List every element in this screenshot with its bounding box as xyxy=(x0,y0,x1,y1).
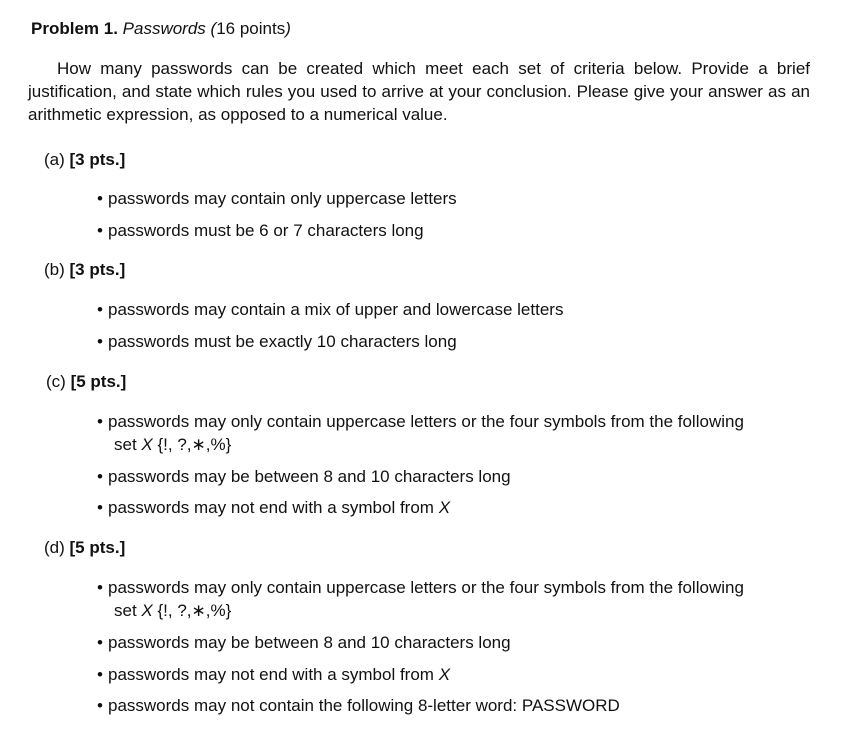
part-b-bullet-1 xyxy=(97,298,809,321)
part-a-points: [3 pts.] xyxy=(69,150,126,169)
part-a-bullet-1 xyxy=(97,187,809,210)
part-d-bullet-3 xyxy=(97,663,809,686)
bullet-icon: • xyxy=(97,300,103,319)
bullet-icon: • xyxy=(97,578,103,597)
bullet-text: passwords must be exactly 10 characters long xyxy=(108,332,457,351)
set-members: {!, ?,∗,%} xyxy=(152,601,232,620)
part-c-bullet-2 xyxy=(97,465,809,488)
part-a-bullet-2 xyxy=(97,219,809,242)
problem-title xyxy=(31,18,291,40)
set-members: {!, ?,∗,%} xyxy=(152,435,232,454)
symbol-set-line xyxy=(114,433,809,456)
bullet-icon: • xyxy=(97,467,103,486)
part-d-heading xyxy=(44,537,125,559)
problem-intro: How many passwords can be created which meet each set of criteria below. Provide a brief justification, and state which rules you used to arrive at your conclusion. Please give your answer as an arithmetic expression, as opposed to a numerical value. xyxy=(28,59,810,124)
bullet-text: passwords may only contain uppercase letters or the four symbols from the following xyxy=(108,412,744,431)
bullet-icon: • xyxy=(97,665,103,684)
part-d-bullet-2 xyxy=(97,631,809,654)
bullet-text: passwords may only contain uppercase letters or the four symbols from the following xyxy=(108,578,744,597)
bullet-text: passwords may not contain the following 8-letter word: PASSWORD xyxy=(108,696,620,715)
bullet-text: passwords may be between 8 and 10 characters long xyxy=(108,467,511,486)
set-prefix: set xyxy=(114,435,142,454)
part-c-bullet-1 xyxy=(97,410,809,456)
bullet-icon: • xyxy=(97,412,103,431)
bullet-text: passwords may contain only uppercase letters xyxy=(108,189,457,208)
set-prefix: set xyxy=(114,601,142,620)
bullet-icon: • xyxy=(97,221,103,240)
set-name: X xyxy=(438,498,451,517)
part-b-points: [3 pts.] xyxy=(69,260,126,279)
end-rule-text: passwords may not end with a symbol from xyxy=(108,665,439,684)
part-a-label: (a) xyxy=(44,150,65,169)
part-c-heading xyxy=(46,371,126,393)
set-name: X xyxy=(438,665,451,684)
part-c-bullet-3 xyxy=(97,496,809,519)
part-d-bullet-4 xyxy=(97,694,809,717)
bullet-text xyxy=(108,663,809,686)
bullet-text: passwords may be between 8 and 10 characters long xyxy=(108,633,511,652)
problem-points: 16 points xyxy=(216,19,286,38)
bullet-text: passwords must be 6 or 7 characters long xyxy=(108,221,424,240)
bullet-text xyxy=(108,496,809,519)
points-close-paren: ) xyxy=(285,19,291,38)
set-name: X xyxy=(141,601,153,620)
bullet-text: passwords may contain a mix of upper and lowercase letters xyxy=(108,300,564,319)
part-b-label: (b) xyxy=(44,260,65,279)
end-rule-text: passwords may not end with a symbol from xyxy=(108,498,439,517)
bullet-icon: • xyxy=(97,633,103,652)
bullet-icon: • xyxy=(97,332,103,351)
part-d-bullet-1 xyxy=(97,576,809,622)
bullet-icon: • xyxy=(97,189,103,208)
problem-number: Problem 1. xyxy=(31,19,118,38)
part-b-bullet-2 xyxy=(97,330,809,353)
part-c-points: [5 pts.] xyxy=(70,372,127,391)
bullet-icon: • xyxy=(97,498,103,517)
part-b-heading xyxy=(44,259,125,281)
problem-topic: Passwords xyxy=(122,19,206,38)
symbol-set-line xyxy=(114,599,809,622)
part-d-points: [5 pts.] xyxy=(69,538,126,557)
part-a-heading xyxy=(44,149,125,171)
set-name: X xyxy=(141,435,153,454)
part-c-label: (c) xyxy=(46,372,66,391)
part-d-label: (d) xyxy=(44,538,65,557)
bullet-icon: • xyxy=(97,696,103,715)
points-open-paren: ( xyxy=(210,19,217,38)
